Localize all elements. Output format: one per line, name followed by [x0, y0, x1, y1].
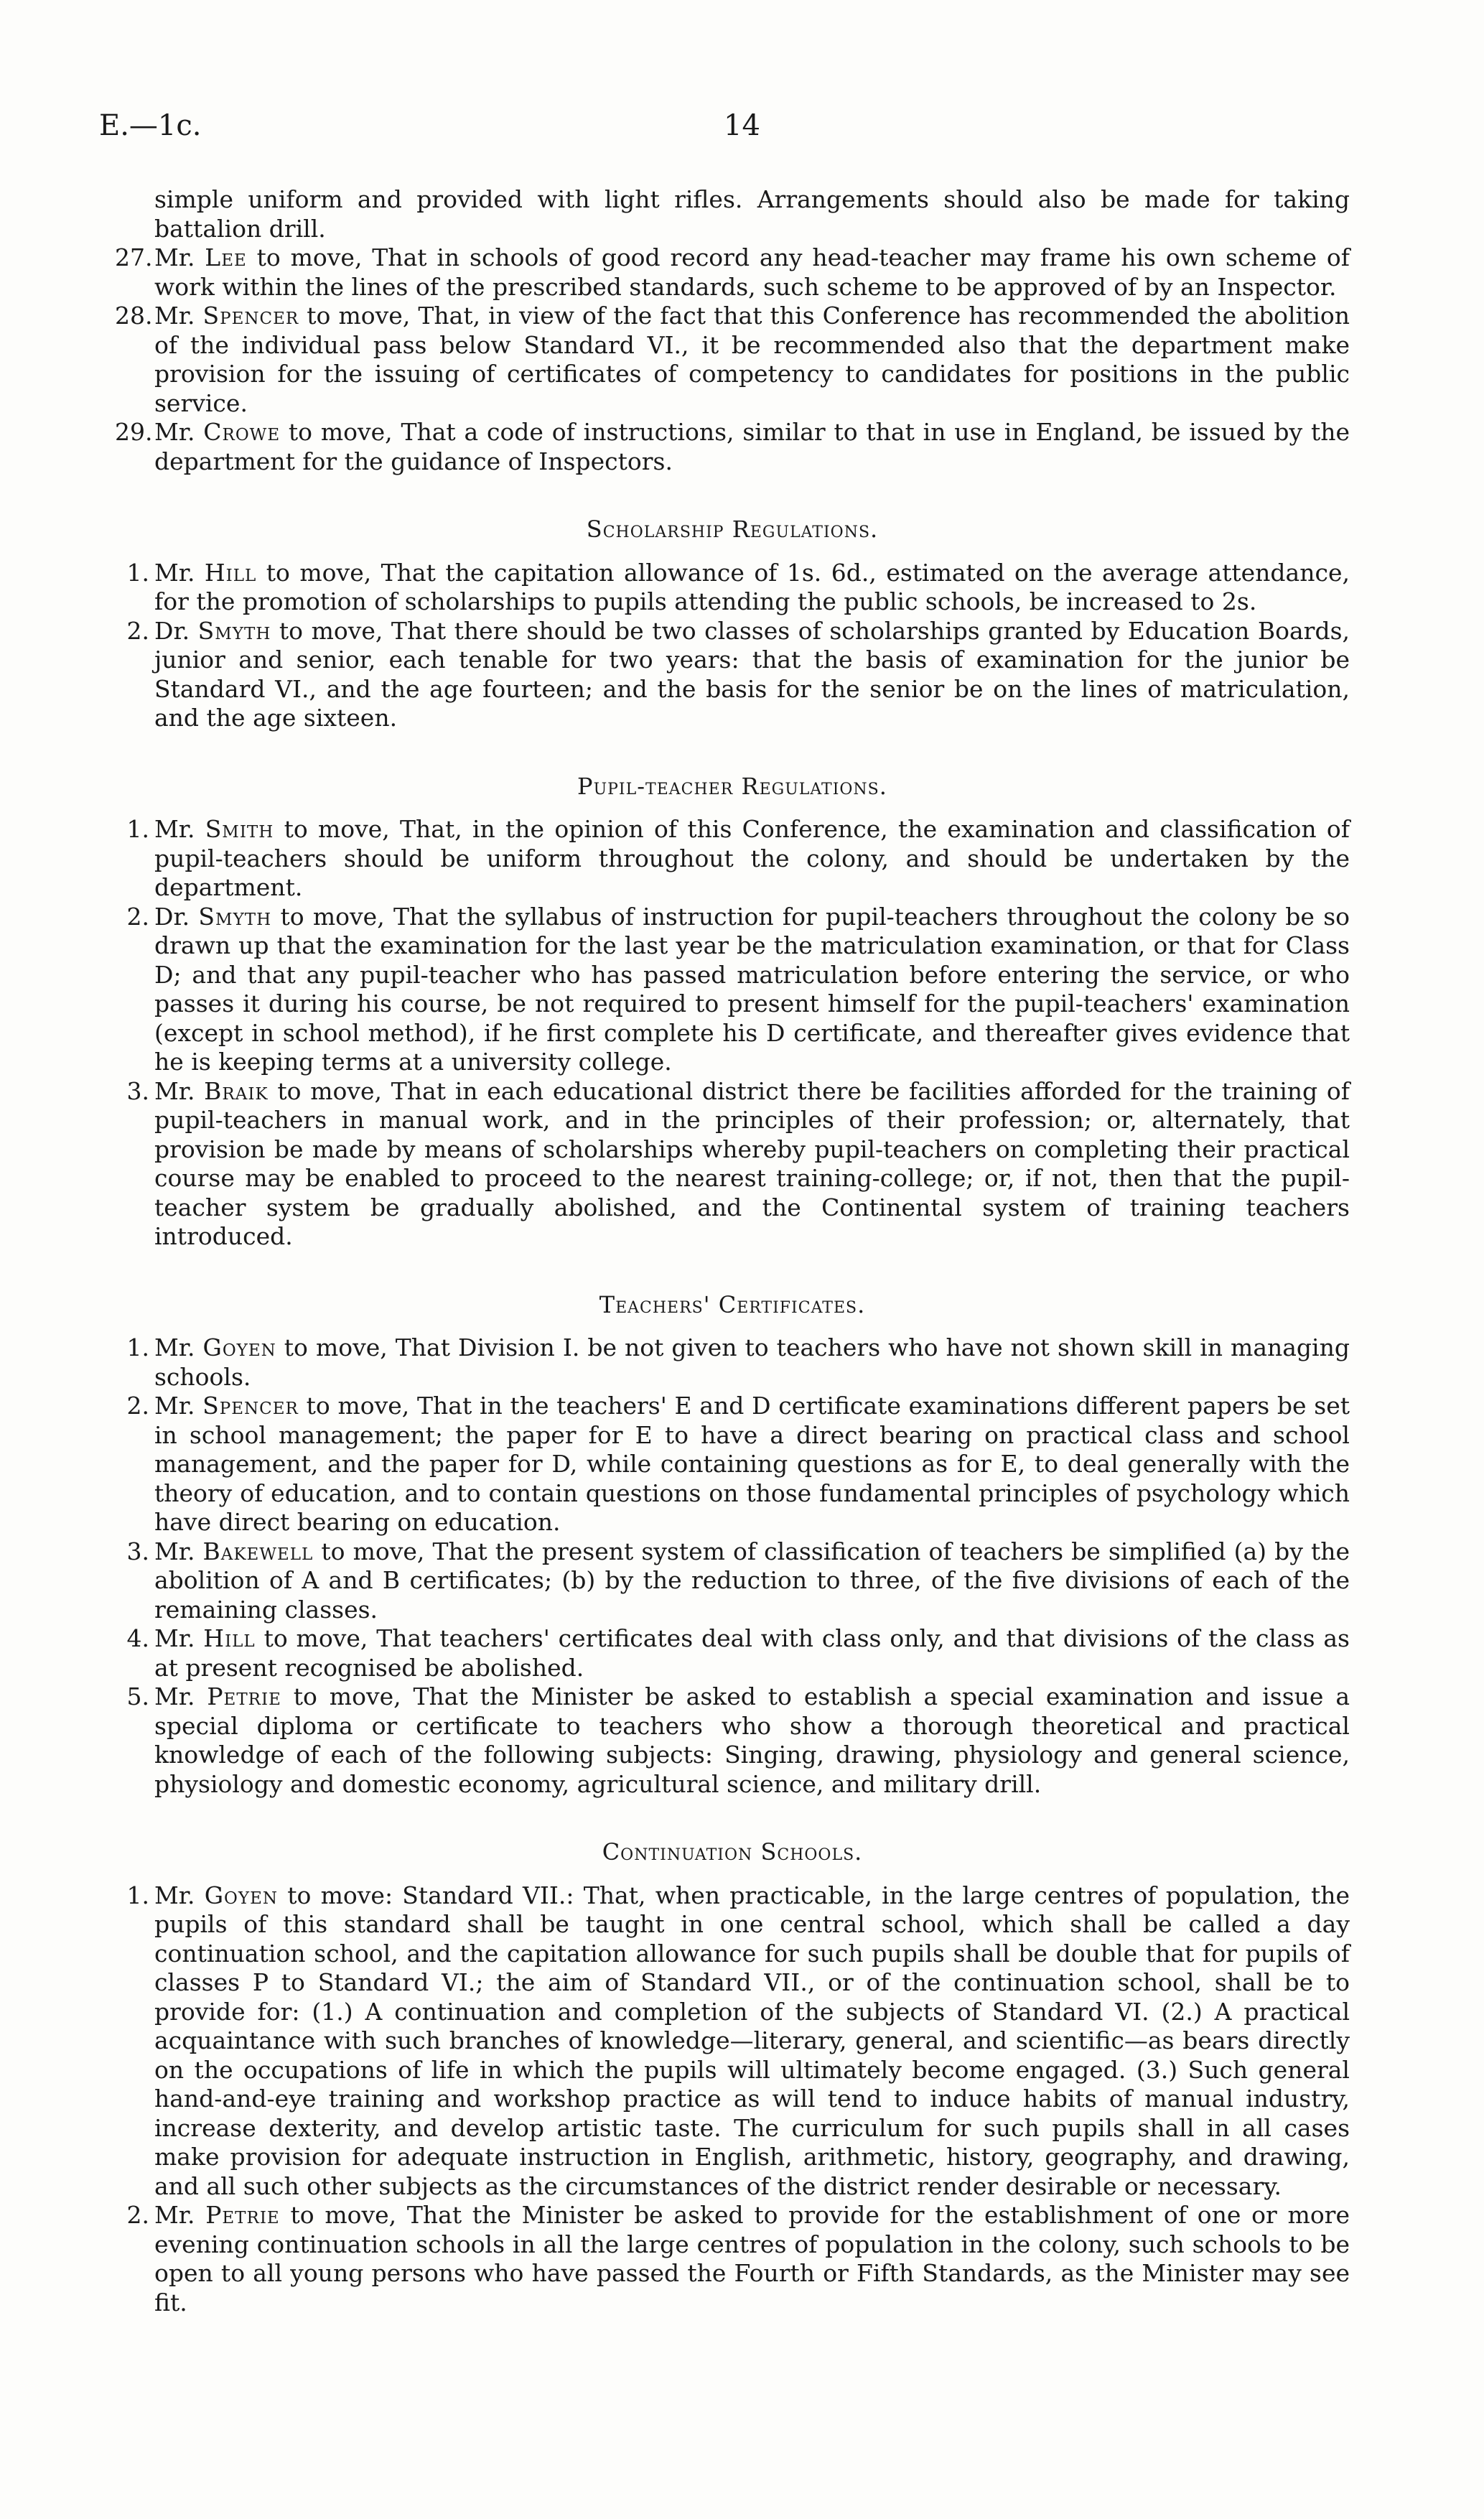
motion-item — [115, 2201, 1350, 2317]
mover-title: Mr. — [154, 558, 195, 587]
motion-text: to move, That the present system of classification of teachers be simplified (a) by the abolition of A and B certificates; (b) by the reduction to three, of the five divisions of each of the remaining classes. — [154, 1537, 1350, 1624]
motion-number: 28. — [115, 302, 153, 330]
motion-text: to move, That there should be two classes of scholarships granted by Education Boards, junior and senior, each tenable for two years: that the basis of examination for the junior be Standard VI., and the age fourteen; and the basis for the senior be on the lines of matriculation, and the age sixteen. — [154, 616, 1350, 732]
motion-number: 2. — [126, 902, 149, 931]
motion-number: 1. — [126, 558, 149, 587]
motion-text: to move, That, in view of the fact that this Conference has recommended the abolition of the individual pass below Standard VI., it be recommended also that the department make provision for the issuing of certificates of competency to candidates for positions in the public service. — [154, 302, 1350, 417]
page-reference: E.—1c. — [99, 109, 202, 142]
mover-title: Mr. — [154, 1333, 195, 1361]
mover-name: Spencer — [202, 302, 299, 330]
mover-name: Smith — [205, 815, 274, 843]
continued-motion-list — [115, 243, 1350, 476]
mover-title: Dr. — [154, 616, 190, 645]
lead-paragraph: simple uniform and provided with light rifles. Arrangements should also be made for taking battalion drill. — [154, 185, 1350, 243]
motion-text: to move, That in each educational district there be facilities afforded for the training of pupil-teachers in manual work, and in the principles of their profession; or, alternately, that provision be made by means of scholarships whereby pupil-teachers on completing their practical course may be enabled to proceed to the nearest training-college; or, if not, then that the pupil-teacher system be gradually abolished, and the Continental system of training teachers introduced. — [154, 1076, 1350, 1250]
motion-number: 5. — [126, 1682, 149, 1710]
section-heading: Teachers' Certificates. — [599, 1290, 866, 1318]
mover-name: Lee — [205, 243, 247, 271]
mover-title: Mr. — [154, 1682, 195, 1710]
mover-name: Petrie — [205, 2201, 280, 2229]
mover-title: Mr. — [154, 302, 195, 330]
motion-item — [115, 1881, 1350, 2202]
motion-item — [115, 815, 1350, 903]
mover-title: Mr. — [154, 243, 195, 271]
motion-item — [115, 903, 1350, 1077]
motion-item — [115, 559, 1350, 617]
motion-number: 2. — [126, 2201, 149, 2229]
motion-text: to move, That the Minister be asked to establish a special examination and issue a special diploma or certificate to teachers who show a thorough theoretical and practical knowledge of each of the following subjects: Singing, drawing, physiology and general science, physiology and domestic economy, agricultural science, and military drill. — [154, 1682, 1350, 1798]
mover-title: Mr. — [154, 815, 195, 843]
motion-item — [115, 1624, 1350, 1682]
mover-name: Bakewell — [202, 1537, 314, 1565]
motion-number: 27. — [115, 243, 153, 271]
mover-title: Dr. — [154, 902, 190, 931]
motion-number: 2. — [126, 616, 149, 645]
motion-text: to move, That, in the opinion of this Conference, the examination and classification of pupil-teachers should be uniform throughout the colony, and should be undertaken by the department. — [154, 815, 1350, 901]
motion-item — [115, 302, 1350, 418]
mover-title: Mr. — [154, 418, 195, 446]
motion-item — [115, 1682, 1350, 1799]
section-pupil-teacher-regulations — [115, 772, 1350, 1252]
motion-number: 3. — [126, 1537, 149, 1565]
motion-item — [115, 418, 1350, 476]
motion-item — [115, 1537, 1350, 1625]
document-body — [115, 185, 1350, 2317]
motion-text: to move: Standard VII.: That, when practicable, in the large centres of population, the pupils of this standard shall be taught in one central school, which shall be called a day continuation school, and the capitation allowance for such pupils shall be double that for pupils of classes P to Standard VI.; the aim of Standard VII., or of the continuation school, shall be to provide for: (1.) A continuation and completion of the subjects of Standard VI. (2.) A practical acquaintance with such branches of knowledge—literary, general, and scientific—as bears directly on the occupations of life in which the pupils will ultimately become engaged. (3.) Such general hand-and-eye training and workshop practice as will tend to induce habits of manual industry, increase dexterity, and develop artistic taste. The curriculum for such pupils shall in all cases make provision for adequate instruction in English, arithmetic, history, geography, and drawing, and all such other subjects as the circumstances of the district render desirable or necessary. — [154, 1881, 1350, 2200]
page-header — [99, 109, 1385, 152]
mover-title: Mr. — [154, 1537, 195, 1565]
motion-number: 29. — [115, 418, 153, 446]
motion-text: to move, That in schools of good record any head-teacher may frame his own scheme of work within the lines of the prescribed standards, such scheme to be approved of by an Inspector. — [154, 243, 1350, 301]
motion-text: to move, That in the teachers' E and D certificate examinations different papers be set in school management; the paper for E to have a direct bearing on practical class and school management, and the paper for D, while containing questions as for E, to deal generally with the theory of education, and to contain questions on those fundamental principles of psychology which have direct bearing on education. — [154, 1392, 1350, 1536]
mover-title: Mr. — [154, 1392, 195, 1420]
mover-title: Mr. — [154, 2201, 195, 2229]
mover-name: Smyth — [197, 616, 271, 645]
motion-text: to move, That teachers' certificates deal with class only, and that divisions of the class as at present recognised be abolished. — [154, 1624, 1350, 1682]
mover-name: Hill — [204, 558, 257, 587]
mover-name: Goyen — [204, 1881, 279, 1909]
motion-text: to move, That a code of instructions, similar to that in use in England, be issued by the department for the guidance of Inspectors. — [154, 418, 1350, 475]
section-continuation-schools — [115, 1838, 1350, 2317]
motion-text: to move, That Division I. be not given to teachers who have not shown skill in managing schools. — [154, 1333, 1350, 1391]
mover-title: Mr. — [154, 1624, 195, 1652]
mover-name: Spencer — [202, 1392, 299, 1420]
mover-name: Braik — [204, 1076, 269, 1105]
motion-item — [115, 617, 1350, 733]
motion-item — [115, 1333, 1350, 1392]
mover-name: Goyen — [202, 1333, 276, 1361]
section-heading: Pupil-teacher Regulations. — [577, 772, 887, 800]
motion-text: to move, That the syllabus of instruction for pupil-teachers throughout the colony be so drawn up that the examination for the last year be the matriculation examination, or that for Class D; and that any pupil-teacher who has passed matriculation before entering the service, or who passes it during his course, be not required to present himself for the pupil-teachers' examination (except in school method), if he first complete his D certificate, and thereafter gives evidence that he is keeping terms at a university college. — [154, 902, 1350, 1076]
section-teachers-certificates — [115, 1290, 1350, 1799]
motion-number: 1. — [126, 1881, 149, 1909]
mover-name: Smyth — [198, 902, 272, 931]
motion-number: 2. — [126, 1392, 149, 1420]
motion-item — [115, 243, 1350, 302]
motion-text: to move, That the Minister be asked to provide for the establishment of one or more evening continuation schools in all the large centres of population in the colony, such schools to be open to all young persons who have passed the Fourth or Fifth Standards, as the Minister may see fit. — [154, 2201, 1350, 2317]
section-heading: Scholarship Regulations. — [586, 516, 879, 543]
mover-title: Mr. — [154, 1881, 195, 1909]
page-number: 14 — [724, 109, 760, 142]
mover-name: Hill — [203, 1624, 256, 1652]
mover-title: Mr. — [154, 1076, 195, 1105]
motion-item — [115, 1392, 1350, 1537]
motion-number: 4. — [126, 1624, 149, 1652]
motion-number: 3. — [126, 1076, 149, 1105]
motion-item — [115, 1077, 1350, 1252]
motion-text: to move, That the capitation allowance of 1s. 6d., estimated on the average attendance, for the promotion of scholarships to pupils attending the public schools, be increased to 2s. — [154, 558, 1350, 615]
mover-name: Crowe — [203, 418, 281, 446]
motion-number: 1. — [126, 815, 149, 843]
motion-number: 1. — [126, 1333, 149, 1361]
section-scholarship-regulations — [115, 515, 1350, 733]
mover-name: Petrie — [207, 1682, 281, 1710]
section-heading: Continuation Schools. — [602, 1838, 863, 1866]
